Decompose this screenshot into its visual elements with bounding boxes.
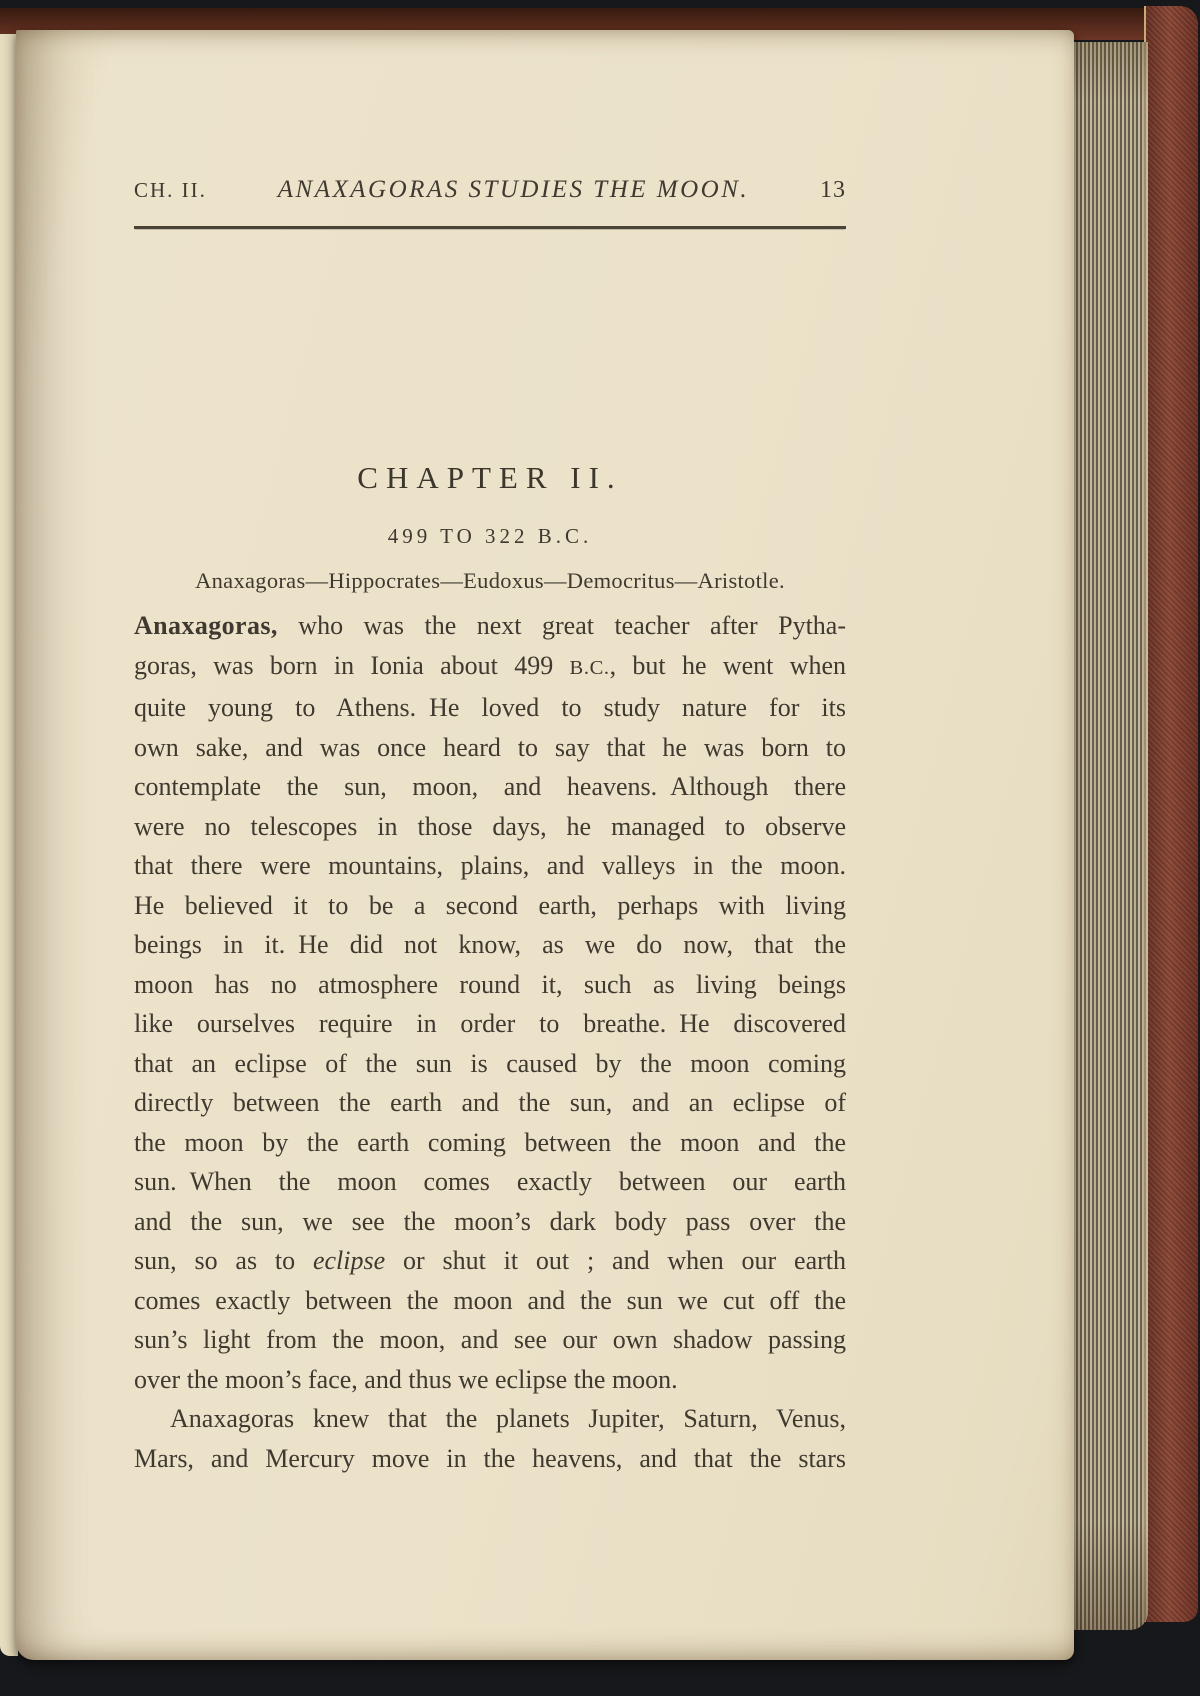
body-text <box>134 606 846 1478</box>
chapter-subtitle: Anaxagoras—Hippocrates—Eudoxus—Democritus—Aristotle. <box>195 568 785 593</box>
text-line: were no telescopes in those days, he managed to observe <box>134 811 846 841</box>
header-rule <box>134 226 846 229</box>
text-line: comes exactly between the moon and the sun we cut off the <box>134 1285 846 1315</box>
page-number: 13 <box>820 177 846 203</box>
text-line: beings in it. He did not know, as we do now, that the <box>134 930 846 959</box>
text-line: moon has no atmosphere round it, such as living beings <box>134 969 846 999</box>
text-line: Anaxagoras knew that the planets Jupiter, Saturn, Venus, <box>170 1404 846 1433</box>
text-line: Anaxagoras, who was the next great teacher after Pytha- <box>134 611 846 640</box>
book-cover-right-edge <box>1144 6 1198 1622</box>
printed-content <box>134 30 846 1660</box>
text-line: the moon by the earth coming between the moon and the <box>134 1127 846 1157</box>
chapter-abbreviation: CH. II. <box>134 178 207 202</box>
text-line: quite young to Athens. He loved to study nature for its <box>134 693 846 722</box>
running-title: ANAXAGORAS STUDIES THE MOON. <box>277 176 750 203</box>
text-line: over the moon’s face, and thus we eclipse the moon. <box>134 1364 678 1394</box>
text-line: sun, so as to eclipse or shut it out ; and when our earth <box>134 1246 846 1275</box>
text-line: directly between the earth and the sun, and an eclipse of <box>134 1088 846 1117</box>
page-stack-fore-edge <box>1074 42 1148 1630</box>
text-line: sun’s light from the moon, and see our own shadow passing <box>134 1325 846 1354</box>
text-line: own sake, and was once heard to say that he was born to <box>134 732 846 762</box>
text-line: Mars, and Mercury move in the heavens, and that the stars <box>134 1443 846 1473</box>
text-line: sun. When the moon comes exactly between our earth <box>134 1167 846 1196</box>
text-line: and the sun, we see the moon’s dark body pass over the <box>134 1206 846 1236</box>
text-line: contemplate the sun, moon, and heavens. Although there <box>134 772 846 801</box>
text-line: He believed it to be a second earth, perhaps with living <box>134 890 846 920</box>
chapter-dates: 499 TO 322 B.C. <box>387 524 593 548</box>
text-line: goras, was born in Ionia about 499 B.C., but he went when <box>134 650 846 680</box>
paragraph-2 <box>134 1399 846 1478</box>
text-line: that an eclipse of the sun is caused by the moon coming <box>134 1048 846 1078</box>
text-line: that there were mountains, plains, and valleys in the moon. <box>134 851 846 880</box>
book-page <box>16 30 1074 1660</box>
text-line: like ourselves require in order to breathe. He discovered <box>134 1009 846 1038</box>
chapter-title: CHAPTER II. <box>357 460 623 495</box>
paragraph-1 <box>134 606 846 1360</box>
running-header <box>134 176 846 204</box>
